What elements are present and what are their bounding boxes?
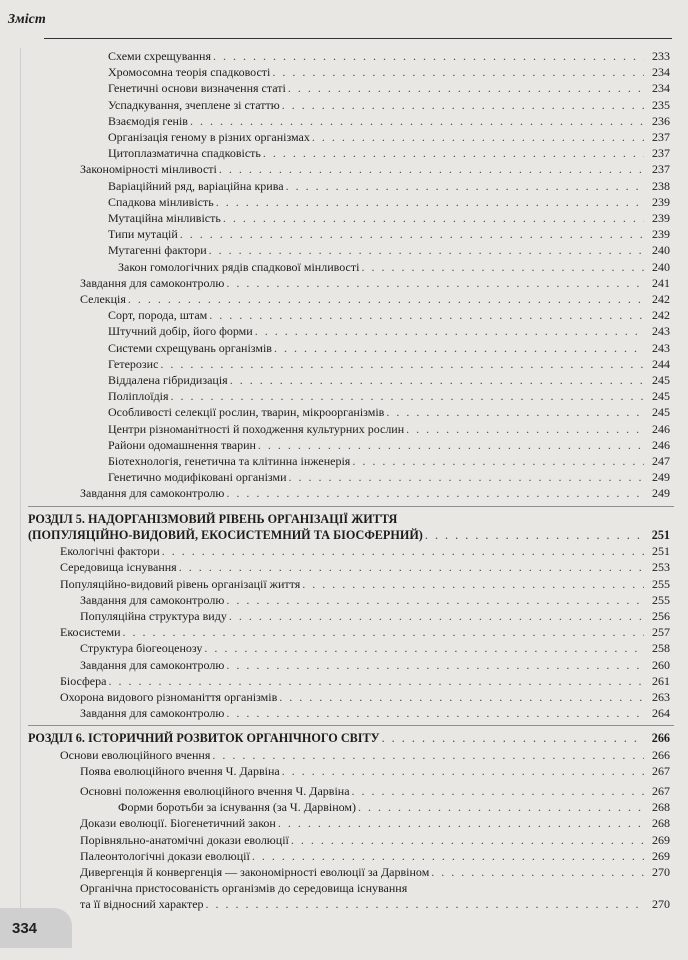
toc-entry[interactable] xyxy=(0,113,688,129)
toc-leader-dots xyxy=(226,657,644,673)
toc-entry[interactable] xyxy=(0,705,688,721)
toc-leader-dots xyxy=(108,673,644,689)
toc-entry-title: Екосистеми xyxy=(60,625,121,640)
toc-entry-page: 240 xyxy=(652,243,670,258)
toc-leader-dots xyxy=(258,437,644,453)
toc-entry-title: Успадкування, зчеплене зі статтю xyxy=(108,97,280,112)
toc-entry-page: 255 xyxy=(652,576,670,591)
toc-entry-page: 240 xyxy=(652,259,670,274)
toc-entry[interactable] xyxy=(0,178,688,194)
toc-entry-page: 243 xyxy=(652,324,670,339)
toc-entry-title: Завдання для самоконтролю xyxy=(80,706,225,721)
toc-leader-dots xyxy=(358,799,644,815)
toc-chapter-entry[interactable] xyxy=(0,511,688,527)
toc-entry-title: Закономірності мінливості xyxy=(80,162,217,177)
toc-leader-dots xyxy=(272,64,644,80)
toc-entry-title: Форми боротьби за існування (за Ч. Дарвіном) xyxy=(118,800,357,815)
toc-entry[interactable] xyxy=(0,242,688,258)
toc-entry-page: 245 xyxy=(652,405,670,420)
toc-entry-title: Штучний добір, його форми xyxy=(108,324,253,339)
toc-entry-title: Популяційна структура виду xyxy=(80,608,227,623)
toc-entry-title: Генетично модифіковані організми xyxy=(108,470,287,485)
toc-entry[interactable] xyxy=(0,323,688,339)
toc-entry-page: 243 xyxy=(652,340,670,355)
toc-entry-title: Охорона видового різноманіття організмів xyxy=(60,689,278,704)
toc-entry[interactable] xyxy=(0,421,688,437)
toc-leader-dots xyxy=(274,340,644,356)
toc-leader-dots xyxy=(190,113,644,129)
toc-entry-page: 237 xyxy=(652,146,670,161)
toc-entry-title: Схеми схрещування xyxy=(108,49,211,63)
toc-entry-page: 261 xyxy=(652,673,670,688)
toc-leader-dots xyxy=(255,323,644,339)
toc-entry-page: 242 xyxy=(652,292,670,307)
toc-entry[interactable] xyxy=(0,129,688,145)
toc-entry-title: Основні положення еволюційного вчення Ч. Дарвіна xyxy=(80,783,350,798)
toc-entry[interactable] xyxy=(0,848,688,864)
toc-entry[interactable] xyxy=(0,559,688,575)
toc-leader-dots xyxy=(160,356,644,372)
toc-entry-page: 267 xyxy=(652,783,670,798)
page-header xyxy=(8,12,672,28)
toc-entry-page: 237 xyxy=(652,162,670,177)
toc-entry-title: Докази еволюції. Біогенетичний закон xyxy=(80,816,276,831)
toc-entry-title: Середовища існування xyxy=(60,560,177,575)
toc-entry-page: 238 xyxy=(652,178,670,193)
toc-entry-title: Селекція xyxy=(80,292,126,307)
toc-entry-page: 237 xyxy=(652,130,670,145)
toc-entry[interactable] xyxy=(0,624,688,640)
toc-leader-dots xyxy=(263,145,644,161)
toc-leader-dots xyxy=(226,275,644,291)
toc-entry[interactable] xyxy=(0,469,688,485)
toc-entry[interactable] xyxy=(0,576,688,592)
page-number-tab xyxy=(0,908,72,948)
toc-entry-page: 258 xyxy=(652,641,670,656)
toc-entry-title: Порівняльно-анатомічні докази еволюції xyxy=(80,832,289,847)
toc-leader-dots xyxy=(252,848,644,864)
toc-entry[interactable] xyxy=(0,673,688,689)
toc-entry[interactable] xyxy=(0,896,688,912)
toc-entry-page: 246 xyxy=(652,437,670,452)
toc-leader-dots xyxy=(128,291,644,307)
toc-entry[interactable] xyxy=(0,210,688,226)
toc-entry-title: Завдання для самоконтролю xyxy=(80,657,225,672)
toc-leader-dots xyxy=(282,97,644,113)
toc-leader-dots xyxy=(179,559,644,575)
toc-entry[interactable] xyxy=(0,388,688,404)
toc-entry-title: Організація геному в різних організмах xyxy=(108,130,310,145)
toc-entry-title: Закон гомологічних рядів спадкової мінливості xyxy=(118,259,360,274)
toc-entry-title: Завдання для самоконтролю xyxy=(80,592,225,607)
toc-entry-page: 245 xyxy=(652,373,670,388)
toc-entry-page: 242 xyxy=(652,308,670,323)
toc-entry-title: Палеонтологічні докази еволюції xyxy=(80,848,250,863)
toc-leader-dots xyxy=(286,178,644,194)
toc-leader-dots xyxy=(180,226,644,242)
toc-chapter-entry[interactable] xyxy=(0,527,688,543)
toc-entry-page: 256 xyxy=(652,608,670,623)
toc-entry[interactable] xyxy=(0,453,688,469)
toc-entry[interactable] xyxy=(0,161,688,177)
toc-entry-page: 269 xyxy=(652,848,670,863)
toc-entry[interactable] xyxy=(0,340,688,356)
toc-entry-title: Екологічні фактори xyxy=(60,544,160,559)
toc-entry-page: 244 xyxy=(652,356,670,371)
toc-entry[interactable] xyxy=(0,307,688,323)
table-of-contents xyxy=(0,48,688,913)
toc-entry[interactable] xyxy=(0,80,688,96)
toc-entry-title: Центри різноманітності й походження культурних рослин xyxy=(108,421,405,436)
toc-leader-dots xyxy=(216,194,644,210)
toc-entry-page: 236 xyxy=(652,113,670,128)
toc-entry[interactable] xyxy=(0,640,688,656)
toc-leader-dots xyxy=(386,404,644,420)
toc-leader-dots xyxy=(171,388,644,404)
toc-entry[interactable] xyxy=(0,832,688,848)
toc-entry[interactable] xyxy=(0,97,688,113)
toc-entry-title: Завдання для самоконтролю xyxy=(80,275,225,290)
toc-leader-dots xyxy=(223,210,644,226)
toc-entry-title: Дивергенція й конвергенція — закономірності еволюції за Дарвіном xyxy=(80,864,430,879)
toc-leader-dots xyxy=(282,763,644,779)
toc-entry-title: Завдання для самоконтролю xyxy=(80,486,225,501)
toc-leader-dots xyxy=(209,242,644,258)
toc-entry-page: 253 xyxy=(652,560,670,575)
toc-entry-title: Типи мутацій xyxy=(108,227,178,242)
toc-entry[interactable] xyxy=(0,226,688,242)
toc-entry[interactable] xyxy=(0,763,688,779)
toc-entry[interactable] xyxy=(0,485,688,501)
toc-entry[interactable] xyxy=(0,64,688,80)
toc-leader-dots xyxy=(291,832,644,848)
toc-entry-page: 251 xyxy=(651,527,670,542)
toc-entry-page: 239 xyxy=(652,211,670,226)
toc-entry-page: 270 xyxy=(652,897,670,912)
toc-entry[interactable] xyxy=(0,291,688,307)
toc-leader-dots xyxy=(226,485,644,501)
toc-entry-title: Біосфера xyxy=(60,673,107,688)
toc-entry-page: 233 xyxy=(652,49,670,63)
toc-leader-dots xyxy=(204,640,644,656)
toc-leader-dots xyxy=(425,527,644,543)
toc-entry-page: 264 xyxy=(652,706,670,721)
toc-entry[interactable] xyxy=(0,592,688,608)
toc-entry[interactable] xyxy=(0,275,688,291)
toc-entry-title: Райони одомашнення тварин xyxy=(108,437,256,452)
toc-entry-title: Особливості селекції рослин, тварин, мікроорганізмів xyxy=(108,405,385,420)
toc-entry-title: (ПОПУЛЯЦІЙНО-ВИДОВИЙ, ЕКОСИСТЕМНИЙ ТА БІОСФЕРНИЙ) xyxy=(28,527,423,542)
toc-entry-page: 245 xyxy=(652,389,670,404)
toc-leader-dots xyxy=(278,815,644,831)
toc-entry[interactable] xyxy=(0,657,688,673)
toc-entry-title: Мутагенні фактори xyxy=(108,243,207,258)
toc-chapter-entry[interactable] xyxy=(0,730,688,746)
toc-leader-dots xyxy=(206,896,644,912)
toc-leader-dots xyxy=(212,747,644,763)
toc-leader-dots xyxy=(230,372,644,388)
toc-leader-dots xyxy=(279,689,644,705)
toc-leader-dots xyxy=(229,608,644,624)
toc-entry-page: 267 xyxy=(652,763,670,778)
header-rule xyxy=(44,38,672,39)
toc-entry-page: 234 xyxy=(652,65,670,80)
toc-entry-page: 260 xyxy=(652,657,670,672)
toc-leader-dots xyxy=(406,421,644,437)
toc-leader-dots xyxy=(382,730,644,746)
toc-entry-page: 268 xyxy=(652,816,670,831)
toc-entry-title: РОЗДІЛ 5. НАДОРГАНІЗМОВИЙ РІВЕНЬ ОРГАНІЗАЦІЇ ЖИТТЯ xyxy=(28,511,398,526)
toc-entry-page: 235 xyxy=(652,97,670,112)
toc-entry-title: Системи схрещувань організмів xyxy=(108,340,272,355)
toc-entry-page: 241 xyxy=(652,275,670,290)
toc-entry[interactable] xyxy=(0,372,688,388)
page-number: 334 xyxy=(12,919,38,937)
toc-entry-title: Органічна пристосованість організмів до середовища існування xyxy=(80,881,408,896)
toc-entry-title: Мутаційна мінливість xyxy=(108,211,221,226)
toc-entry-page: 257 xyxy=(652,625,670,640)
toc-entry-page: 269 xyxy=(652,832,670,847)
toc-entry-page: 268 xyxy=(652,800,670,815)
toc-leader-dots xyxy=(288,80,644,96)
toc-entry-title: Структура біогеоценозу xyxy=(80,641,203,656)
toc-entry-title: Сорт, порода, штам xyxy=(108,308,208,323)
toc-entry-page: 249 xyxy=(652,486,670,501)
toc-entry-title: Біотехнологія, генетична та клітинна інженерія xyxy=(108,454,351,469)
toc-entry-page: 239 xyxy=(652,227,670,242)
toc-leader-dots xyxy=(226,705,644,721)
toc-entry[interactable] xyxy=(0,543,688,559)
toc-entry[interactable] xyxy=(0,880,688,896)
toc-entry-page: 255 xyxy=(652,592,670,607)
toc-entry[interactable] xyxy=(0,259,688,275)
toc-entry-page: 249 xyxy=(652,470,670,485)
section-divider xyxy=(28,725,674,726)
toc-entry[interactable] xyxy=(0,437,688,453)
toc-entry-page: 234 xyxy=(652,81,670,96)
header-title: Зміст xyxy=(8,12,46,27)
toc-entry[interactable] xyxy=(0,747,688,763)
toc-entry-title: Цитоплазматична спадковість xyxy=(108,146,261,161)
toc-entry-title: Генетичні основи визначення статі xyxy=(108,81,286,96)
toc-entry-page: 266 xyxy=(652,747,670,762)
toc-entry-page: 246 xyxy=(652,421,670,436)
toc-entry-title: Віддалена гібридизація xyxy=(108,373,228,388)
toc-entry-page: 263 xyxy=(652,689,670,704)
toc-leader-dots xyxy=(289,469,644,485)
toc-entry-title: РОЗДІЛ 6. ІСТОРИЧНИЙ РОЗВИТОК ОРГАНІЧНОГО СВІТУ xyxy=(28,731,380,746)
toc-entry-title: Варіаційний ряд, варіаційна крива xyxy=(108,178,284,193)
toc-leader-dots xyxy=(162,543,644,559)
toc-entry[interactable] xyxy=(0,815,688,831)
toc-leader-dots xyxy=(209,307,644,323)
toc-entry-page: 266 xyxy=(651,731,670,746)
toc-entry[interactable] xyxy=(0,608,688,624)
toc-entry[interactable] xyxy=(0,48,688,64)
toc-entry-title: Спадкова мінливість xyxy=(108,194,214,209)
toc-entry-title: та її відносний характер xyxy=(80,897,204,912)
toc-entry[interactable] xyxy=(0,799,688,815)
toc-entry-title: Поліплоїдія xyxy=(108,389,169,404)
toc-leader-dots xyxy=(352,453,644,469)
toc-entry[interactable] xyxy=(0,145,688,161)
toc-entry[interactable] xyxy=(0,689,688,705)
toc-leader-dots xyxy=(226,592,644,608)
toc-entry[interactable] xyxy=(0,404,688,420)
toc-leader-dots xyxy=(302,576,644,592)
toc-entry-title: Хромосомна теорія спадковості xyxy=(108,65,271,80)
toc-entry-page: 251 xyxy=(652,544,670,559)
toc-leader-dots xyxy=(123,624,644,640)
toc-leader-dots xyxy=(361,259,644,275)
toc-leader-dots xyxy=(213,48,644,64)
toc-entry-page: 239 xyxy=(652,194,670,209)
toc-entry-title: Взаємодія генів xyxy=(108,113,188,128)
toc-leader-dots xyxy=(352,783,644,799)
toc-entry-page: 270 xyxy=(652,864,670,879)
toc-entry-title: Поява еволюційного вчення Ч. Дарвіна xyxy=(80,763,280,778)
toc-leader-dots xyxy=(219,161,644,177)
toc-entry[interactable] xyxy=(0,783,688,799)
section-divider xyxy=(28,506,674,507)
toc-leader-dots xyxy=(431,864,644,880)
toc-entry[interactable] xyxy=(0,356,688,372)
toc-entry-title: Основи еволюційного вчення xyxy=(60,747,211,762)
toc-entry[interactable] xyxy=(0,864,688,880)
toc-entry-page: 247 xyxy=(652,454,670,469)
toc-entry-title: Популяційно-видовий рівень організації життя xyxy=(60,576,301,591)
toc-leader-dots xyxy=(312,129,644,145)
toc-entry[interactable] xyxy=(0,194,688,210)
toc-entry-title: Гетерозис xyxy=(108,356,159,371)
